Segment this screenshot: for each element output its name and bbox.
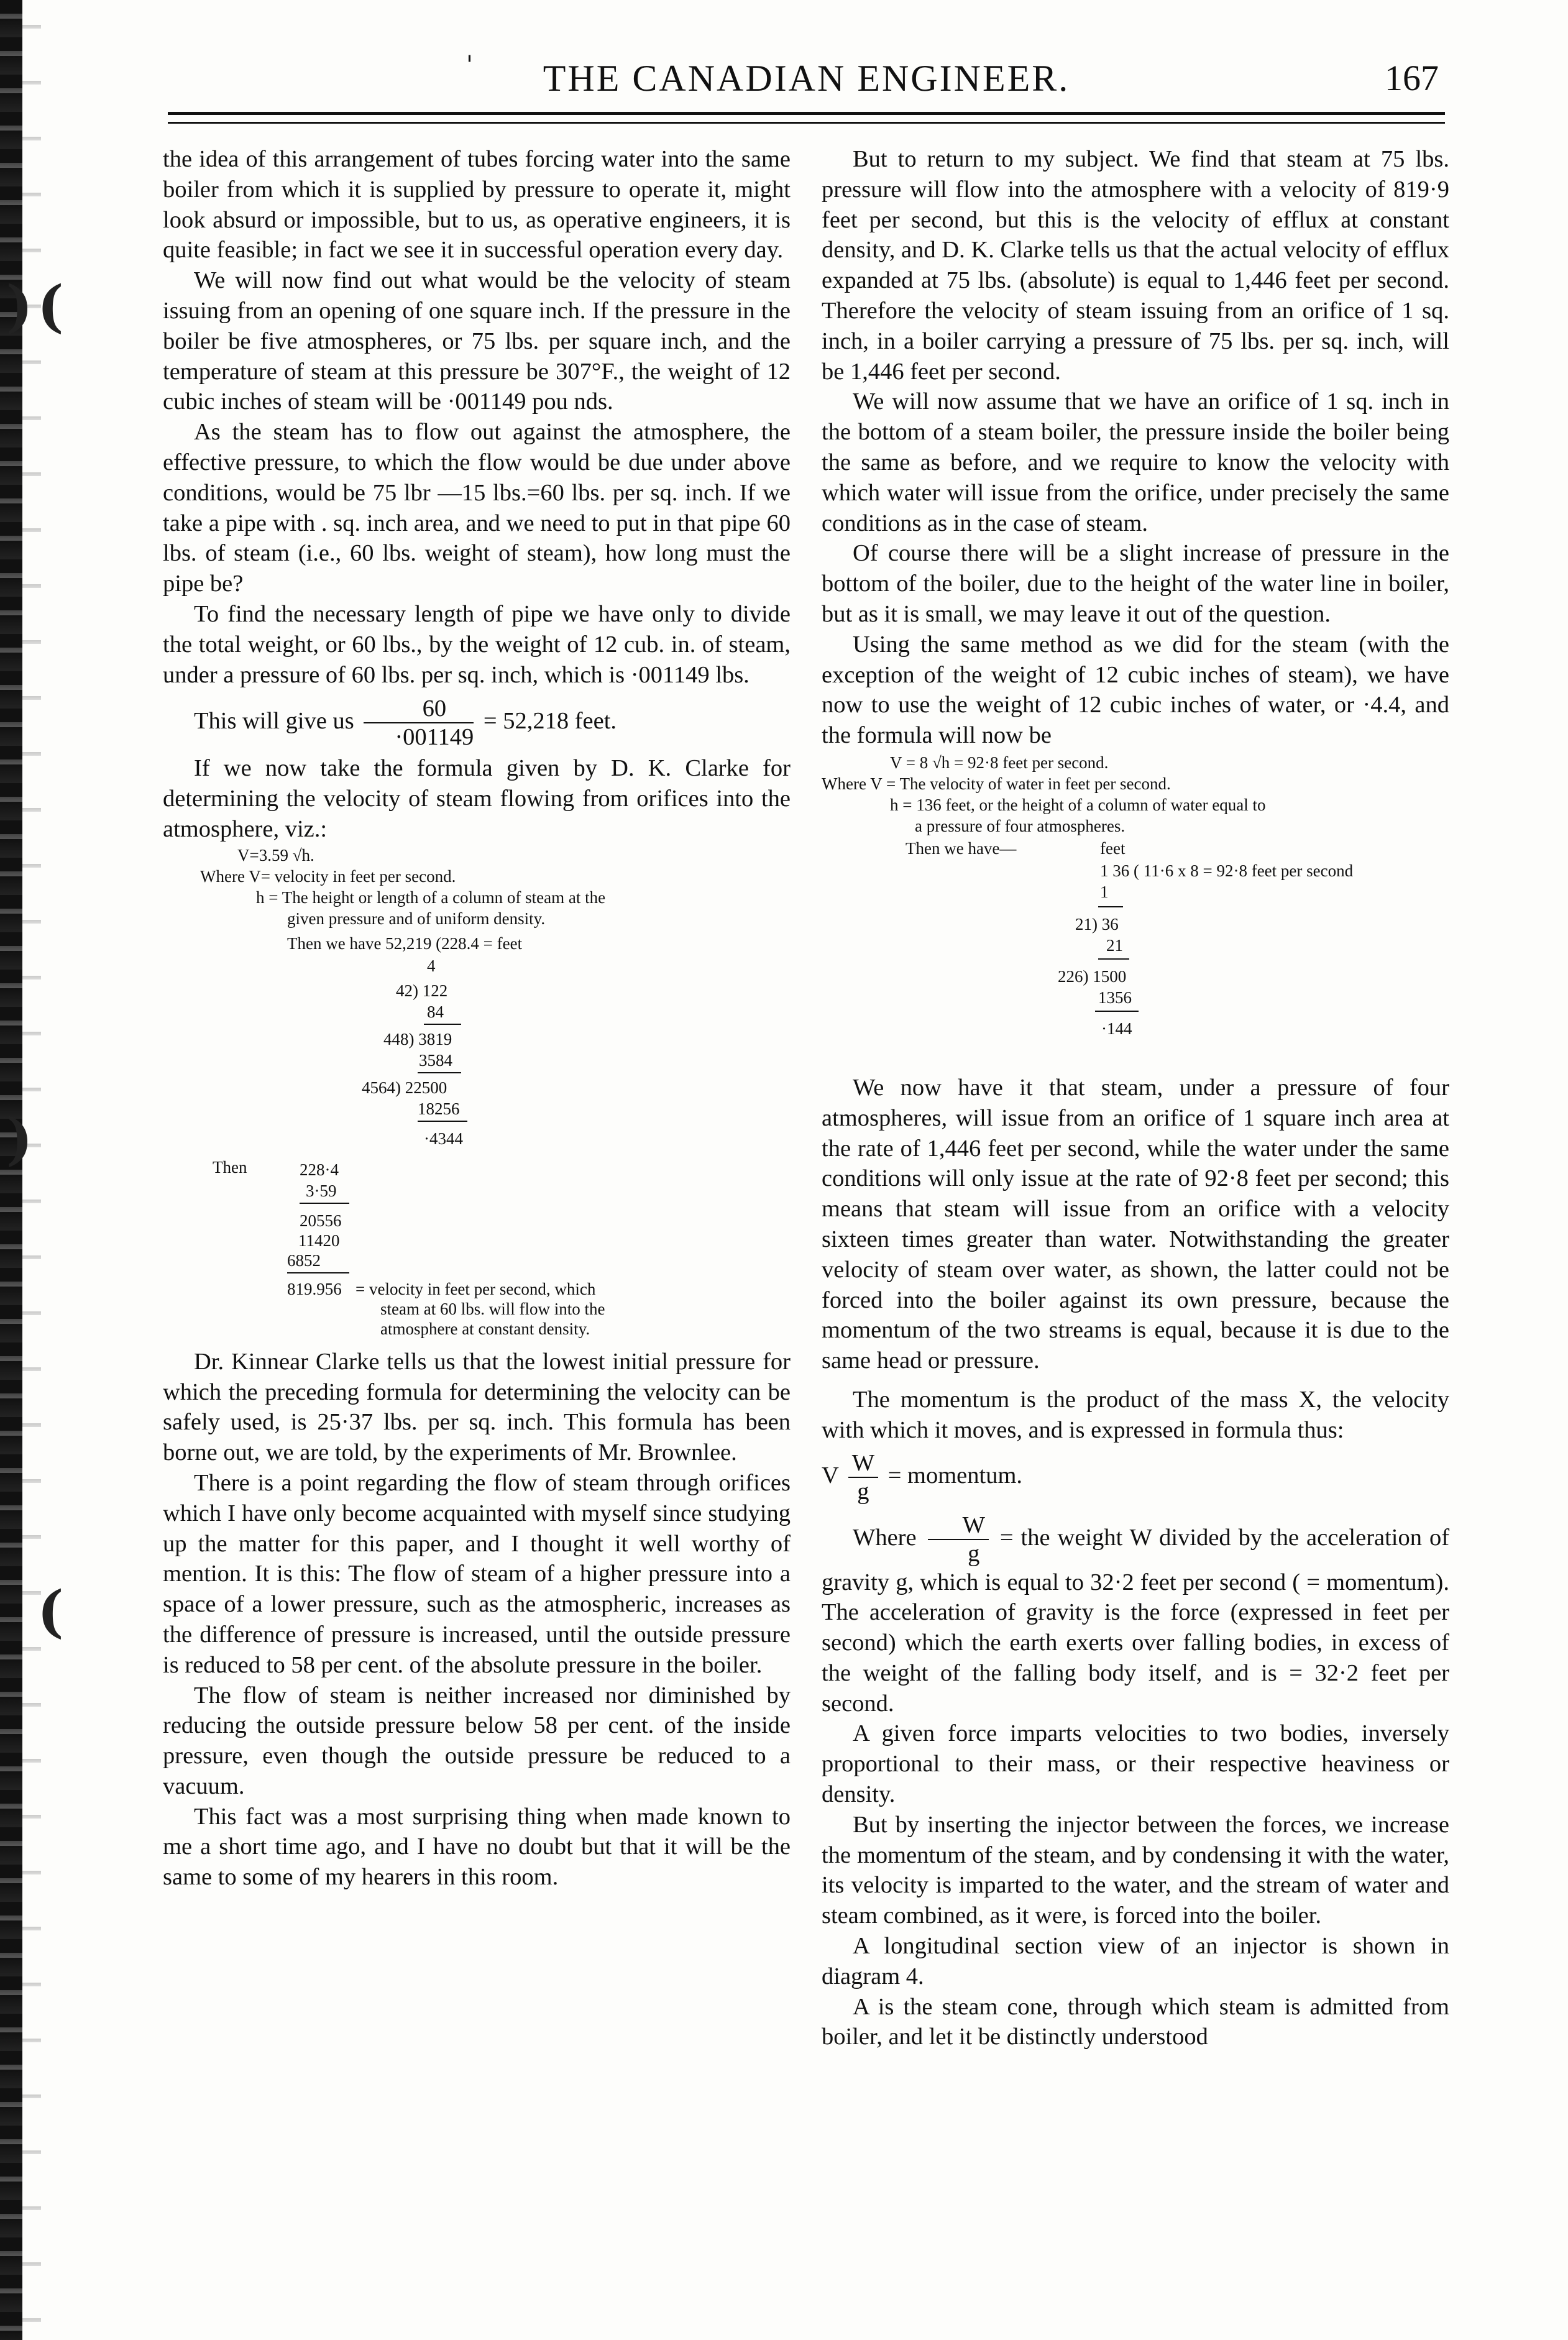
formula: V = 8 √h = 92·8 feet per second. bbox=[890, 753, 1109, 772]
calc-rule bbox=[1098, 958, 1129, 960]
paragraph: If we now take the formula given by D. K. Clarke for determining the velocity of steam flowing from orifices into the atmosphere, viz.: bbox=[163, 755, 791, 842]
fraction-lead: This will give us bbox=[194, 708, 354, 735]
where-line: given pressure and of uniform density. bbox=[287, 909, 546, 928]
then-line: Then we have— bbox=[905, 838, 1017, 858]
paragraph: Using the same method as we did for the steam (with the exception of the weight of 12 cubic inches of steam), we have now to use the weight of 12 cubic inches of water, or ·4.4, and the formula will now be bbox=[822, 631, 1449, 749]
calc-line: 21) 36 bbox=[1075, 914, 1119, 934]
paragraph: The momentum is the product of the mass X, the velocity with which it moves, and is expressed in formula thus: bbox=[822, 1386, 1449, 1443]
fraction-denominator: ·001149 bbox=[395, 724, 474, 751]
margin-mark: ( bbox=[37, 273, 64, 339]
momentum-v: V bbox=[822, 1462, 839, 1489]
paragraph bbox=[822, 1512, 1449, 1719]
header-rule-thick bbox=[168, 112, 1445, 115]
where-line: a pressure of four atmospheres. bbox=[915, 816, 1126, 835]
paragraph: But by inserting the injector between the forces, we increase the momentum of the steam, and by condensing it with the water, its velocity is imparted to the water, and the stream of water and steam combined, as it were, is forced into the boiler. bbox=[822, 1811, 1449, 1929]
paragraph: This fact was a most surprising thing when made known to me a short time ago, and I have no doubt but that it will be the same to some of my hearers in this room. bbox=[163, 1803, 791, 1891]
page-header bbox=[168, 51, 1445, 107]
calc-line: 226) 1500 bbox=[1058, 966, 1127, 986]
calc-line: 42) 122 bbox=[396, 981, 448, 1000]
paragraph: There is a point regarding the flow of steam through orifices which I have only become acquainted with myself since studying up the matter for this paper, and I thought it well worthy of mention. It is this: The flow of steam of a higher pressure into a space of a lower pressure, such as the atmospheric, increases as the difference of pressure is increased, until the outside pressure is reduced to 58 per cent. of the absolute pressure in the boiler. bbox=[163, 1469, 791, 1678]
paragraph: We will now find out what would be the velocity of steam issuing from an opening of one square inch. If the pressure in the boiler be five atmospheres, or 75 lbs. per square inch, and the temperature of steam at this pressure be 307°F., the weight of 12 cubic inches of steam will be ·001149 pou nds. bbox=[163, 267, 791, 415]
paragraph: A longitudinal section view of an injector is shown in diagram 4. bbox=[822, 1933, 1449, 1989]
calc-line: 4564) 22500 bbox=[362, 1078, 447, 1097]
calc-rule bbox=[300, 1203, 349, 1204]
where-line: Where V = The velocity of water in feet per second. bbox=[822, 774, 1171, 793]
feet-label: feet bbox=[1100, 838, 1126, 858]
water-calculation bbox=[822, 751, 1449, 1086]
momentum-formula bbox=[822, 1449, 1449, 1505]
page-number: 167 bbox=[1385, 58, 1439, 98]
paragraph: As the steam has to flow out against the atmosphere, the effective pressure, to which the flow would be due under above conditions, would be 75 lbr —15 lbs.=60 lbs. per sq. inch. If we take a pipe with . sq. inch area, and we need to put in that pipe 60 lbs. of steam (i.e., 60 lbs. weight of steam), how long must the pipe be? bbox=[163, 419, 791, 597]
calc-line: 4 bbox=[427, 956, 436, 975]
margin-mark: ) bbox=[6, 1106, 33, 1172]
calc-rule bbox=[287, 1272, 349, 1273]
calc-line: ·144 bbox=[1101, 1019, 1132, 1038]
header-rule-thin bbox=[168, 122, 1445, 124]
fraction-numerator: W bbox=[848, 1449, 878, 1478]
margin-mark: ( bbox=[37, 1579, 64, 1645]
calc-rule bbox=[418, 1121, 467, 1122]
calc-rule bbox=[1098, 906, 1123, 907]
paragraph: We will now assume that we have an orifice of 1 sq. inch in the bottom of a steam boiler, the pressure inside the boiler being the same as before, and we require to know the velocity with which water will issue from the orifice, under precisely the same conditions as in the case of steam. bbox=[822, 388, 1449, 536]
paragraph: To find the necessary length of pipe we have only to divide the total weight, or 60 lbs., by the weight of 12 cub. in. of steam, under a pressure of 60 lbs. per sq. inch, which is ·001149 lbs. bbox=[163, 600, 791, 688]
fraction bbox=[928, 1512, 989, 1567]
calc-line: 3584 bbox=[419, 1050, 452, 1070]
calc-line: 1 bbox=[1100, 882, 1109, 901]
calc-line: 21 bbox=[1106, 935, 1123, 955]
journal-title: THE CANADIAN ENGINEER. bbox=[543, 58, 1070, 99]
paragraph: But to return to my subject. We find that steam at 75 lbs. pressure will flow into the atmosphere with a velocity of 819·9 feet per second, but this is the velocity of efflux at constant density, and D. K. Clarke tells us that the actual velocity of efflux expanded at 75 lbs. (absolute) is equal to 1,446 feet per second. Therefore the velocity of steam issuing from an orifice of 1 sq. inch, in a boiler carrying a pressure of 75 lbs. per sq. inch, will be 1,446 feet per second. bbox=[822, 146, 1449, 385]
mult-line: 3·59 bbox=[306, 1181, 337, 1200]
where-lead: Where bbox=[853, 1524, 917, 1551]
formula: V=3.59 √h. bbox=[237, 845, 314, 865]
fraction-numerator: W bbox=[928, 1512, 989, 1540]
momentum-result: = momentum. bbox=[887, 1462, 1023, 1489]
calc-rule bbox=[1095, 1011, 1139, 1012]
paragraph: A given force imparts velocities to two bodies, inversely proportional to their mass, or their respective heaviness or density. bbox=[822, 1720, 1449, 1808]
then-line: Then we have 52,219 (228.4 = feet bbox=[287, 934, 523, 953]
then-label: Then bbox=[213, 1157, 247, 1177]
paragraph: the idea of this arrangement of tubes forcing water into the same boiler from which it is supplied by pressure to operate it, might look absurd or impossible, but to us, as operative engineers, it is quite feasible; in fact we see it in successful operation every day. bbox=[163, 146, 791, 264]
paragraph: The flow of steam is neither increased nor diminished by reducing the outside pressure below 58 per cent. of the inside pressure, even though the outside pressure be reduced to a vacuum. bbox=[163, 1682, 791, 1799]
mult-line: 6852 bbox=[287, 1250, 321, 1270]
where-line: h = 136 feet, or the height of a column of water equal to bbox=[890, 795, 1266, 814]
margin-mark: ) bbox=[6, 273, 33, 339]
where-rest: = the weight W divided by the acceleration of gravity g, which is equal to 32·2 feet per second ( = momentum). The acceleration of gravity is the force (expressed in feet per second) which the earth exerts over falling bodies, in excess of the weight of the falling body itself, and is = 32·2 feet per second. bbox=[822, 1524, 1450, 1717]
calc-line: 18256 bbox=[418, 1099, 460, 1118]
fraction bbox=[364, 695, 474, 751]
left-column bbox=[163, 144, 791, 1893]
fraction-result: = 52,218 feet. bbox=[483, 708, 617, 735]
fraction-denominator: g bbox=[968, 1540, 980, 1567]
steam-calculation bbox=[163, 845, 791, 1338]
stray-mark: ' bbox=[466, 51, 473, 80]
result-text: atmosphere at constant density. bbox=[380, 1319, 590, 1338]
calc-line: 1356 bbox=[1098, 988, 1132, 1007]
mult-line: 11420 bbox=[298, 1231, 340, 1250]
paragraph: Of course there will be a slight increase of pressure in the bottom of the boiler, due to the height of the water line in boiler, but as it is small, we may leave it out of the question. bbox=[822, 540, 1449, 627]
mult-line: 228·4 bbox=[300, 1160, 339, 1179]
calc-head: 1 36 ( 11·6 x 8 = 92·8 feet per second bbox=[1100, 861, 1354, 880]
calc-rule bbox=[424, 1024, 461, 1025]
paragraph: A is the steam cone, through which steam is admitted from boiler, and let it be distinctly understood bbox=[822, 1993, 1449, 2050]
calc-line: 84 bbox=[427, 1002, 444, 1021]
where-line: h = The height or length of a column of steam at the bbox=[256, 888, 606, 907]
fraction-line bbox=[163, 695, 791, 751]
calc-line: ·4344 bbox=[424, 1129, 463, 1148]
fraction-numerator: 60 bbox=[364, 695, 474, 723]
result-text: steam at 60 lbs. will flow into the bbox=[380, 1299, 605, 1318]
right-column bbox=[822, 144, 1449, 2052]
where-line: Where V= velocity in feet per second. bbox=[200, 866, 456, 886]
result-value: 819.956 bbox=[287, 1279, 342, 1298]
calc-rule bbox=[418, 1072, 461, 1073]
result-text: = velocity in feet per second, which bbox=[355, 1279, 596, 1298]
fraction-denominator: g bbox=[857, 1478, 869, 1505]
fraction bbox=[848, 1449, 878, 1505]
mult-line: 20556 bbox=[300, 1211, 342, 1230]
paragraph: Dr. Kinnear Clarke tells us that the lowest initial pressure for which the preceding formula for determining the velocity can be safely used, is 25·37 lbs. per sq. inch. This formula has been borne out, we are told, by the experiments of Mr. Brownlee. bbox=[163, 1348, 791, 1466]
paragraph: We now have it that steam, under a pressure of four atmospheres, will issue from an orifice of 1 square inch area at the rate of 1,446 feet per second, while the water under the same conditions will only issue at the rate of 92·8 feet per second; this means that steam will issue from an orifice with a velocity sixteen times greater than water. Notwithstanding the greater velocity of steam over water, as shown, the latter could not be forced into the boiler against its own pressure, because the momentum of the two streams is equal, because it is due to the same head or pressure. bbox=[822, 1074, 1449, 1374]
calc-line: 448) 3819 bbox=[383, 1029, 452, 1048]
